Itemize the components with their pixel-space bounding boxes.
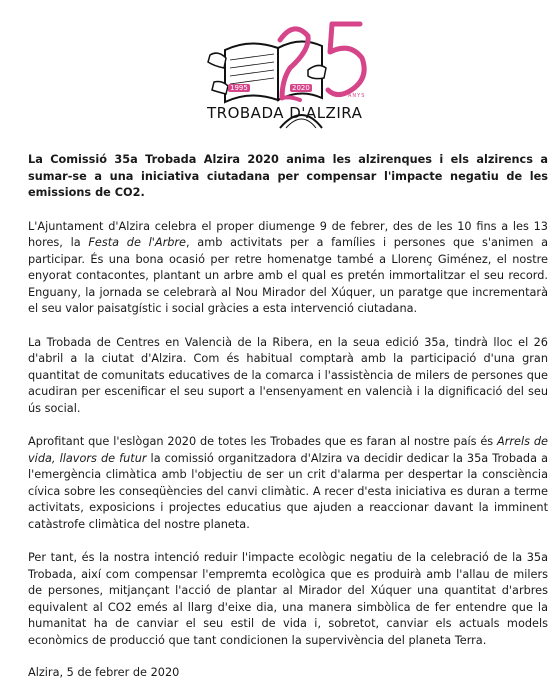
year-start-badge: 1995: [230, 84, 248, 92]
p1-emphasis: Festa de l'Arbre: [88, 236, 186, 249]
p3-emphasis: Arrels de vida, llavors de futur: [28, 435, 548, 465]
paragraph-festa-arbre: [28, 219, 548, 318]
p1-text-b: , amb activitats per a famílies i persones que s'animen a participar. És una bona ocasió per retre homenatge també a Llorenç Giménez, el nostre enyorat contacontes, plantant un arbre amb el qual es pretén immortalitzar el seu record. Enguany, la jornada se celebrarà al Nou Mirador del Xúquer, un paratge que incrementarà el seu valor paisatgístic i social gràcies a esta intervenció ciutadana.: [28, 236, 548, 315]
p1-text-a: L'Ajuntament d'Alzira celebra el proper diumenge 9 de febrer, des de les 10 fins a les 13 hores, la: [28, 219, 548, 249]
year-end-badge: 2020: [292, 84, 310, 92]
p3-text-a: Aprofitant que l'eslògan 2020 de totes les Trobades que es faran al nostre país és: [28, 435, 498, 448]
anys-label: ANYS: [348, 93, 366, 99]
p3-text-b: la comissió organitzadora d'Alzira va decidir dedicar la 35a Trobada a l'emergència climàtica amb l'objectiu de ser un crit d'alarma per despertar la consciència cívica sobre les conseqüències del canvi climàtic. A recer d'esta iniciativa es duran a terme activitats, exposicions i projectes educatius que ajuden a reaccionar davant la imminent catàstrofe climàtica del nostre planeta.: [28, 451, 548, 531]
paragraph-intencio: Per tant, és la nostra intenció reduir l'impacte ecològic negatiu de la celebració de la 35a Trobada, així com compensar l'empremta ecològica que es produirà amb l'allau de milers de persones, mitjançant l'acció de plantar al Mirador del Xúquer una quantitat d'arbres equivalent al CO2 emés al llarg d'eixe dia, una manera simbòlica de fer entendre que la humanitat ha de canviar el seu estil de vida i, sobretot, canviar els actuals models econòmics de producció que tant condicionen la supervivència del planeta Terra.: [28, 551, 548, 647]
paragraph-eslogan: [28, 434, 548, 533]
lead-paragraph: La Comissió 35a Trobada Alzira 2020 anima les alzirenques i els alzirencs a sumar-se a una iniciativa ciutadana per compensar l'impacte negatiu de les emissions de CO2.: [28, 153, 548, 199]
document-body: [28, 152, 548, 699]
logo-brand-text: TROBADA D'ALZIRA: [207, 104, 363, 122]
signature-date: Alzira, 5 de febrer de 2020: [28, 666, 180, 679]
paragraph-trobada-centres: La Trobada de Centres en Valencià de la Ribera, en la seua edició 35a, tindrà lloc el 26 d'abril a la ciutat d'Alzira. Com és habitual comptarà amb la participació d'una gran quantitat de comunitats educatives de la comarca i l'assistència de milers de persones que acudiran per escenificar el seu suport a l'ensenyament en valencià i la dignificació del seu ús social.: [28, 335, 548, 415]
